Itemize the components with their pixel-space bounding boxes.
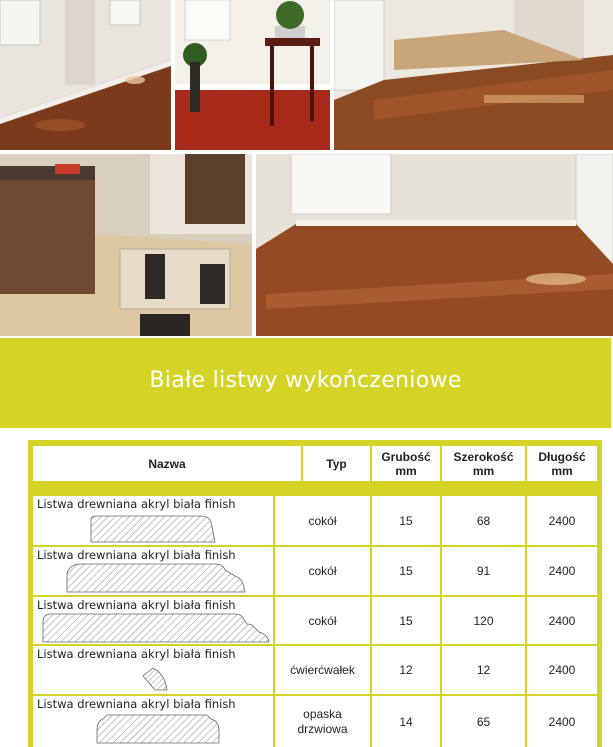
table-row-name-cell bbox=[33, 696, 273, 747]
row-2-name: Listwa drewniana akryl biała finish bbox=[37, 548, 236, 562]
table-row-name-cell bbox=[33, 597, 273, 644]
row-3-length: 2400 bbox=[527, 597, 597, 644]
photo-empty-room bbox=[256, 154, 613, 336]
row-5-type: opaska drzwiowa bbox=[275, 696, 370, 747]
row-3-type: cokół bbox=[275, 597, 370, 644]
row-1-thickness: 15 bbox=[372, 496, 440, 545]
profile-stepped-top-icon bbox=[41, 612, 271, 644]
table-row-name-cell bbox=[33, 547, 273, 595]
header-length: Długość mm bbox=[527, 446, 597, 481]
row-3-thickness: 15 bbox=[372, 597, 440, 644]
row-1-name: Listwa drewniana akryl biała finish bbox=[37, 497, 236, 511]
profile-curved-top-icon bbox=[65, 562, 247, 594]
row-4-width: 12 bbox=[442, 646, 525, 694]
row-5-thickness: 14 bbox=[372, 696, 440, 747]
photo-hall-floor bbox=[334, 0, 613, 150]
row-2-type: cokół bbox=[275, 547, 370, 595]
profile-quarter-round-icon bbox=[141, 666, 169, 692]
photo-red-floor-table bbox=[175, 0, 330, 150]
row-3-name: Listwa drewniana akryl biała finish bbox=[37, 598, 236, 612]
row-4-type: ćwierćwałek bbox=[275, 646, 370, 694]
row-4-length: 2400 bbox=[527, 646, 597, 694]
profile-rounded-top-icon bbox=[89, 514, 217, 544]
header-width: Szerokość mm bbox=[442, 446, 525, 481]
header-thickness: Grubość mm bbox=[372, 446, 440, 481]
row-2-length: 2400 bbox=[527, 547, 597, 595]
table-row-name-cell bbox=[33, 646, 273, 694]
row-2-width: 91 bbox=[442, 547, 525, 595]
product-table bbox=[28, 440, 602, 747]
header-name: Nazwa bbox=[33, 446, 301, 481]
row-5-width: 65 bbox=[442, 696, 525, 747]
profile-door-casing-icon bbox=[93, 713, 223, 745]
photo-dining-kitchen bbox=[0, 154, 252, 336]
title-banner bbox=[0, 338, 611, 428]
header-type: Typ bbox=[303, 446, 370, 481]
row-5-name: Listwa drewniana akryl biała finish bbox=[37, 697, 236, 711]
table-row-name-cell bbox=[33, 496, 273, 545]
photo-room-window bbox=[0, 0, 171, 150]
row-3-width: 120 bbox=[442, 597, 525, 644]
row-4-thickness: 12 bbox=[372, 646, 440, 694]
row-1-type: cokół bbox=[275, 496, 370, 545]
row-4-name: Listwa drewniana akryl biała finish bbox=[37, 647, 236, 661]
row-1-width: 68 bbox=[442, 496, 525, 545]
row-1-length: 2400 bbox=[527, 496, 597, 545]
banner-title: Białe listwy wykończeniowe bbox=[149, 367, 462, 393]
row-2-thickness: 15 bbox=[372, 547, 440, 595]
row-5-length: 2400 bbox=[527, 696, 597, 747]
